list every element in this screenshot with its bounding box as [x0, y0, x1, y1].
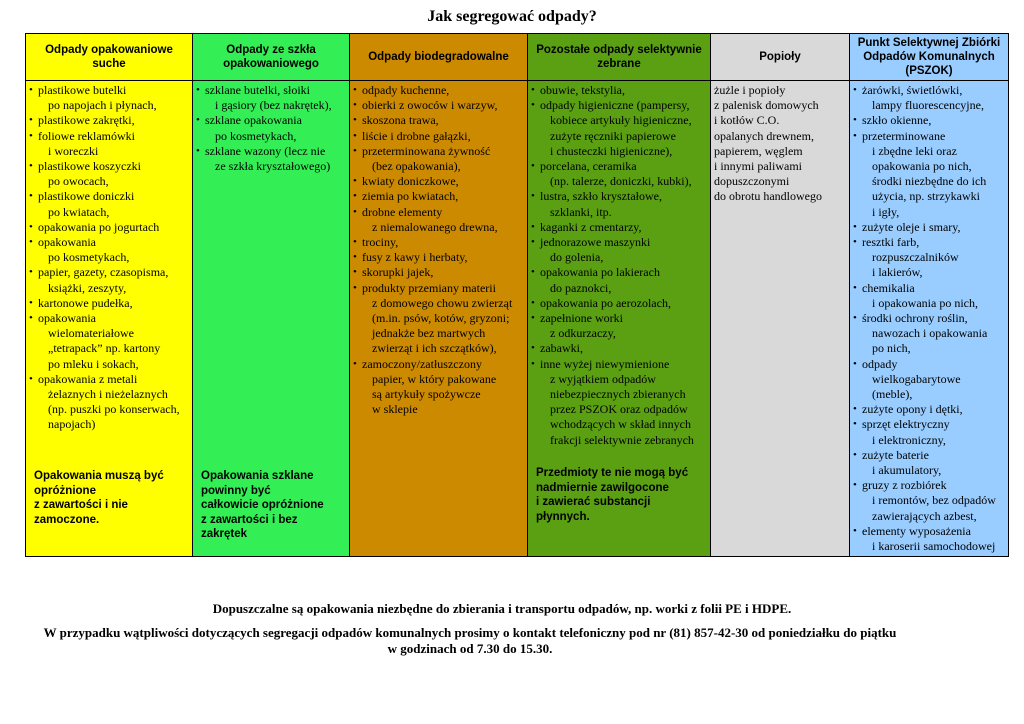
list-item-line: i elektroniczny, — [872, 432, 946, 447]
list-item-line: • obierki z owoców i warzyw, — [362, 98, 498, 113]
column-dry-packaging — [29, 83, 189, 554]
list-item — [531, 311, 707, 341]
list-item-line: • chemikalia — [862, 280, 915, 295]
list-item — [196, 144, 346, 174]
list-item-line: i karoserii samochodowej — [872, 539, 996, 554]
list-item-line: i remontów, bez odpadów — [872, 493, 996, 508]
text-line: opalanych drewnem, — [714, 128, 814, 143]
list-item-line: • liście i drobne gałązki, — [362, 128, 471, 143]
list-item-line: • gruzy z rozbiórek — [862, 478, 947, 493]
list-item-line: • szkło okienne, — [862, 113, 932, 128]
list-item-line: (bez opakowania), — [372, 159, 461, 174]
list-item — [353, 265, 524, 280]
list-item-line: i lakierów, — [872, 265, 923, 280]
list-item-line: • drobne elementy — [362, 204, 443, 219]
list-item-line: po mleku i sokach, — [48, 356, 139, 371]
list-item-line: • szklane opakowania — [205, 113, 302, 128]
list-item-line: • obuwie, tekstylia, — [540, 83, 625, 97]
list-item — [353, 357, 524, 418]
header-ashes: Popioły — [711, 34, 850, 81]
list-item-line: napojach) — [48, 417, 96, 432]
list-item-line: i chusteczki higieniczne), — [550, 143, 673, 158]
page-title: Jak segregować odpady? — [427, 8, 597, 25]
list-item-line: wielomateriałowe — [48, 326, 134, 341]
item-list — [531, 83, 707, 448]
list-item-line: nawozach i opakowania — [872, 326, 988, 341]
column-pszok — [853, 83, 1005, 554]
list-item-line: • zużyte oleje i smary, — [862, 219, 961, 234]
list-item-line: kobiece artykuły higieniczne, — [550, 113, 692, 128]
list-item-line: (np. talerze, doniczki, kubki), — [550, 174, 692, 189]
header-biodegradable: Odpady biodegradowalne — [350, 34, 528, 81]
list-item — [353, 144, 524, 174]
list-item-line: po nich, — [872, 341, 911, 356]
list-item-line: • sprzęt elektryczny — [862, 417, 950, 432]
footer-note-packaging: Dopuszczalne są opakowania niezbędne do zbierania i transportu odpadów, np. worki z folii PE i HDPE. — [212, 601, 792, 616]
list-item-line: • szklane butelki, słoiki — [205, 83, 310, 97]
list-item-line: „tetrapack” np. kartony — [48, 341, 161, 356]
column-glass — [196, 83, 346, 554]
column-other-selective — [531, 83, 707, 554]
list-item-line: • żarówki, świetlówki, — [862, 83, 963, 97]
list-item-line: wchodzących w skład innych — [550, 417, 691, 432]
list-item-line: • resztki farb, — [862, 235, 920, 250]
note-line: powinny być — [201, 484, 271, 497]
list-item-line: • plastikowe zakrętki, — [38, 113, 135, 128]
list-item-line: po kwiatach, — [48, 204, 110, 219]
list-item-line: i woreczki — [48, 143, 99, 158]
list-item-line: i igły, — [872, 204, 900, 219]
list-item — [29, 372, 189, 433]
list-item-line: i akumulatory, — [872, 463, 942, 478]
list-item — [29, 113, 189, 128]
list-item-line: lampy fluorescencyjne, — [872, 98, 984, 113]
note-line: Opakowania szklane — [201, 470, 314, 482]
note-line: nadmiernie zawilgocone — [536, 481, 669, 494]
list-item-line: przez PSZOK oraz odpadów — [550, 402, 688, 417]
list-item-line: i opakowania po nich, — [872, 295, 978, 310]
column-note — [34, 469, 185, 527]
text-line: żużle i popioły — [714, 83, 786, 97]
list-item-line: po kosmetykach, — [48, 250, 130, 265]
header-pszok: Punkt Selektywnej Zbiórki Odpadów Komunalnych (PSZOK) — [850, 34, 1009, 81]
list-item-line: z domowego chowu zwierząt — [372, 295, 513, 310]
text-line: i innymi paliwami — [714, 159, 802, 174]
list-item-line: w sklepie — [372, 402, 418, 417]
list-item-line: • przeterminowane — [862, 128, 946, 143]
list-item-line: • skoszona trawa, — [362, 113, 439, 128]
waste-segregation-table — [25, 33, 1009, 557]
list-item-line: • przeterminowana żywność — [362, 143, 491, 158]
list-item-line: • plastikowe butelki — [38, 83, 127, 97]
list-item-line: po napojach i płynach, — [48, 98, 157, 113]
column-note — [201, 469, 342, 542]
list-item — [29, 83, 189, 113]
list-item-line: • inne wyżej niewymienione — [540, 356, 670, 371]
list-item — [853, 311, 1005, 357]
note-line: i zawierać substancji płynnych. — [536, 496, 651, 523]
list-item-line: • kartonowe pudełka, — [38, 295, 133, 310]
list-item-line: • zużyte opony i dętki, — [862, 402, 963, 417]
content-row — [26, 81, 1009, 557]
header-row — [26, 34, 1009, 81]
list-item-line: środki niezbędne do ich — [872, 174, 987, 189]
list-item — [29, 296, 189, 311]
item-list — [29, 83, 189, 433]
list-item — [353, 83, 524, 98]
list-item-line: papier, w który pakowane — [372, 371, 497, 386]
list-item-line: są artykuły spożywcze — [372, 387, 481, 402]
list-item-line: i zbędne leki oraz — [872, 143, 957, 158]
list-item-line: • trociny, — [362, 235, 399, 250]
item-list — [353, 83, 524, 417]
list-item-line: • plastikowe koszyczki — [38, 159, 141, 174]
list-item — [531, 159, 707, 189]
list-item — [531, 83, 707, 98]
list-item — [853, 129, 1005, 220]
list-item-line: • fusy z kawy i herbaty, — [362, 250, 468, 265]
list-item-line: i gąsiory (bez nakrętek), — [215, 98, 332, 113]
list-item — [531, 265, 707, 295]
list-item-line: wielkogabarytowe — [872, 371, 961, 386]
item-list — [853, 83, 1005, 554]
list-item — [353, 113, 524, 128]
list-item-line: opakowania po nich, — [872, 159, 972, 174]
column-ashes — [714, 83, 846, 554]
list-item-line: frakcji selektywnie zebranych — [550, 432, 694, 447]
list-item-line: • zapełnione worki — [540, 311, 623, 326]
list-item-line: rozpuszczalników — [872, 250, 959, 265]
note-line: z zawartości i nie zamoczone. — [34, 499, 128, 526]
list-item-line: z wyjątkiem odpadów — [550, 371, 656, 386]
list-item — [353, 205, 524, 235]
list-item-line: zużyte ręczniki papierowe — [550, 128, 676, 143]
text-line: dopuszczonymi — [714, 174, 790, 189]
column-note — [536, 466, 703, 524]
list-item-line: • jednorazowe maszynki — [540, 235, 651, 250]
list-item-line: • produkty przemiany materii — [362, 280, 496, 295]
list-item — [531, 220, 707, 235]
list-item-line: szklanki, itp. — [550, 204, 612, 219]
list-item — [353, 235, 524, 250]
list-item-line: • odpady — [862, 356, 898, 371]
list-item — [353, 174, 524, 189]
list-item — [853, 357, 1005, 403]
list-item-line: • plastikowe doniczki — [38, 189, 135, 204]
list-item-line: • papier, gazety, czasopisma, — [38, 265, 169, 280]
list-item — [853, 281, 1005, 311]
note-line: Opakowania muszą być opróżnione — [34, 470, 164, 497]
header-dry-packaging: Odpady opakowaniowe suche — [26, 34, 193, 81]
list-item-line: • kwiaty doniczkowe, — [362, 174, 459, 189]
list-item-line: po owocach, — [48, 174, 109, 189]
list-item-line: (np. puszki po konserwach, — [48, 402, 180, 417]
list-item — [29, 159, 189, 189]
list-item-line: zwierząt i ich szczątków), — [372, 341, 497, 356]
list-item-line: z niemalowanego drewna, — [372, 219, 498, 234]
column-text — [714, 83, 846, 205]
list-item — [853, 524, 1005, 554]
list-item — [29, 235, 189, 265]
list-item-line: • elementy wyposażenia — [862, 523, 971, 538]
list-item — [531, 98, 707, 159]
list-item — [353, 129, 524, 144]
list-item-line: • odpady higieniczne (pampersy, — [540, 98, 690, 113]
list-item — [29, 220, 189, 235]
header-glass: Odpady ze szkła opakowaniowego — [193, 34, 350, 81]
list-item-line: • opakowania — [38, 235, 96, 250]
list-item-line: • lustra, szkło kryształowe, — [540, 189, 662, 204]
list-item-line: ze szkła kryształowego) — [215, 159, 331, 174]
list-item — [531, 189, 707, 219]
list-item-line: • skorupki jajek, — [362, 265, 434, 280]
list-item-line: • szklane wazony (lecz nie — [205, 143, 326, 158]
list-item-line: • opakowania po jogurtach — [38, 219, 160, 234]
list-item-line: • kaganki z cmentarzy, — [540, 219, 642, 234]
text-line: do obrotu handlowego — [714, 189, 822, 204]
list-item-line: • ziemia po kwiatach, — [362, 189, 459, 204]
list-item-line: po kosmetykach, — [215, 128, 297, 143]
list-item — [353, 250, 524, 265]
list-item-line: niebezpiecznych zbieranych — [550, 387, 686, 402]
list-item — [353, 189, 524, 204]
list-item — [29, 311, 189, 372]
list-item-line: z odkurzaczy, — [550, 326, 616, 341]
list-item-line: książki, zeszyty, — [48, 280, 127, 295]
list-item — [29, 265, 189, 295]
list-item — [531, 235, 707, 265]
note-line: zakrętek — [201, 528, 248, 540]
list-item — [196, 113, 346, 143]
list-item-line: • zużyte baterie — [862, 447, 929, 462]
list-item-line: żelaznych i nieżelaznych — [48, 387, 168, 402]
list-item-line: (m.in. psów, kotów, gryzoni; — [372, 311, 510, 326]
list-item — [531, 357, 707, 448]
text-line: z palenisk domowych — [714, 98, 819, 113]
list-item — [853, 113, 1005, 128]
list-item-line: • opakowania po aerozolach, — [540, 295, 671, 310]
list-item-line: zawierających azbest, — [872, 508, 977, 523]
list-item-line: • porcelana, ceramika — [540, 159, 637, 174]
list-item — [531, 296, 707, 311]
note-line: całkowicie opróżnione — [201, 499, 324, 511]
list-item-line: • środki ochrony roślin, — [862, 311, 968, 326]
list-item-line: (meble), — [872, 387, 913, 402]
note-line: z zawartości i bez — [201, 513, 298, 526]
column-biodegradable — [353, 83, 524, 554]
list-item-line: • opakowania — [38, 311, 96, 326]
list-item-line: • foliowe reklamówki — [38, 128, 135, 143]
list-item-line: jednakże bez martwych — [372, 326, 486, 341]
list-item — [853, 448, 1005, 478]
text-line: papierem, węglem — [714, 143, 803, 158]
list-item-line: do golenia, — [550, 250, 604, 265]
list-item — [853, 83, 1005, 113]
list-item — [29, 129, 189, 159]
list-item — [531, 341, 707, 356]
list-item — [29, 189, 189, 219]
item-list — [196, 83, 346, 174]
list-item — [853, 402, 1005, 417]
list-item — [353, 281, 524, 357]
list-item-line: • odpady kuchenne, — [362, 83, 450, 97]
list-item — [196, 83, 346, 113]
list-item — [853, 417, 1005, 447]
note-line: Przedmioty te nie mogą być — [536, 467, 689, 479]
header-other-selective: Pozostałe odpady selektywnie zebrane — [528, 34, 711, 81]
list-item-line: • zabawki, — [540, 341, 583, 356]
list-item-line: do paznokci, — [550, 280, 612, 295]
list-item-line: • opakowania z metali — [38, 371, 138, 386]
list-item-line: • zamoczony/zatłuszczony — [362, 356, 482, 371]
footer-note-contact: W przypadku wątpliwości dotyczących segregacji odpadów komunalnych prosimy o kontakt telefoniczny pod nr (81) 857-42-30 od poniedziałku do piątku w godzinach od 7.30 do 15.30. — [43, 625, 897, 656]
list-item — [853, 235, 1005, 281]
text-line: i kotłów C.O. — [714, 113, 780, 128]
list-item — [853, 478, 1005, 524]
list-item — [853, 220, 1005, 235]
list-item-line: użycia, np. strzykawki — [872, 189, 980, 204]
list-item-line: • opakowania po lakierach — [540, 265, 660, 280]
list-item — [353, 98, 524, 113]
